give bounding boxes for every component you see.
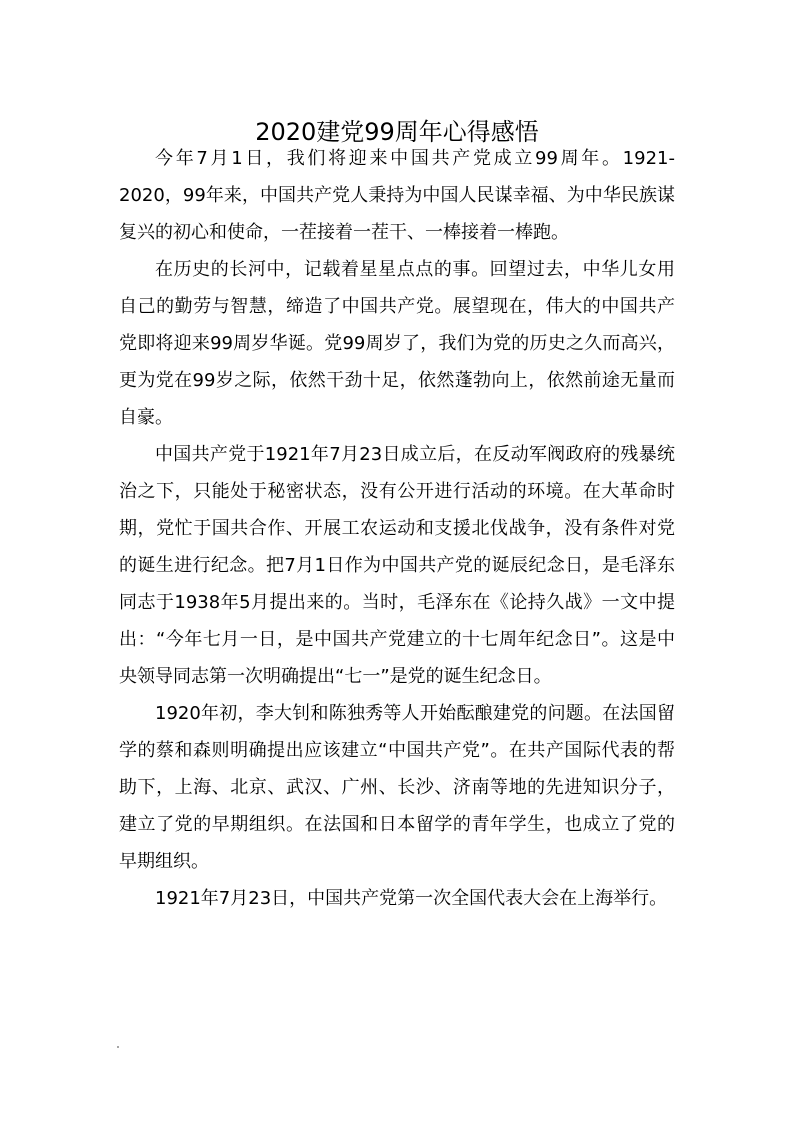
paragraph-3: 中国共产党于1921年7月23日成立后，在反动军阀政府的残暴统治之下，只能处于秘密状态，没有公开进行活动的环境。在大革命时期，党忙于国共合作、开展工农运动和支援北伐战争，没有条件对党的诞生进行纪念。把7月1日作为中国共产党的诞辰纪念日，是毛泽东同志于1938年5月提出来的。当时，毛泽东在《论持久战》一文中提出：“今年七月一日，是中国共产党建立的十七周年纪念日”。这是中央领导同志第一次明确提出“七一”是党的诞生纪念日。 [119,444,675,687]
footer-dot-mark [117,1046,119,1048]
paragraph-2: 在历史的长河中，记载着星星点点的事。回望过去，中华儿女用自己的勤劳与智慧，缔造了中国共产党。展望现在，伟大的中国共产党即将迎来99周岁华诞。党99周岁了，我们为党的历史之久而高兴，更为党在99岁之际，依然干劲十足，依然蓬勃向上，依然前途无量而自豪。 [119,259,675,428]
paragraph-5: 1921年7月23日，中国共产党第一次全国代表大会在上海举行。 [155,888,668,909]
paragraph-1: 今年7月1日，我们将迎来中国共产党成立99周年。1921-2020，99年来，中国共产党人秉持为中国人民谋幸福、为中华民族谋复兴的初心和使命，一茬接着一茬干、一棒接着一棒跑。 [119,148,675,243]
paragraph-4: 1920年初，李大钊和陈独秀等人开始酝酿建党的问题。在法国留学的蔡和森则明确提出应该建立“中国共产党”。在共产国际代表的帮助下，上海、北京、武汉、广州、长沙、济南等地的先进知识分子，建立了党的早期组织。在法国和日本留学的青年学生，也成立了党的早期组织。 [119,703,675,872]
document-title: 2020建党99周年心得感悟 [255,118,539,147]
document-body [119,140,675,917]
